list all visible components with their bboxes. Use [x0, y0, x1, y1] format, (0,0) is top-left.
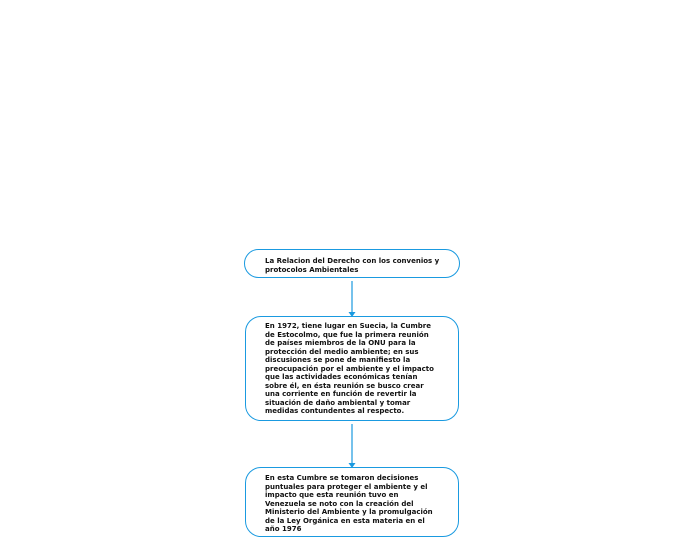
- topic-node-title[interactable]: [244, 249, 460, 278]
- topic-node-venezuela[interactable]: [245, 467, 459, 537]
- topic-node-title-text: La Relacion del Derecho con los convenios y protocolos Ambientales: [265, 257, 440, 274]
- topic-node-venezuela-text: En esta Cumbre se tomaron decisiones puntuales para proteger el ambiente y el impacto que esta reunión tuvo en Venezuela se noto con la creación del Ministerio del Ambiente y la promulgación de la Ley Orgánica en esta materia en el año 1976: [265, 474, 433, 533]
- topic-node-estocolmo[interactable]: [245, 316, 459, 421]
- topic-node-estocolmo-text: En 1972, tiene lugar en Suecia, la Cumbre de Estocolmo, que fue la primera reunión de países miembros de la ONU para la protección del medio ambiente; en sus discusiones se pone de manifiesto la preocupación por el ambiente y el impacto que las actividades económicas tenían sobre él, en ésta reunión se busco crear una corriente en función de revertir la situación de daño ambiental y tomar medidas contundentes al respecto.: [265, 322, 434, 415]
